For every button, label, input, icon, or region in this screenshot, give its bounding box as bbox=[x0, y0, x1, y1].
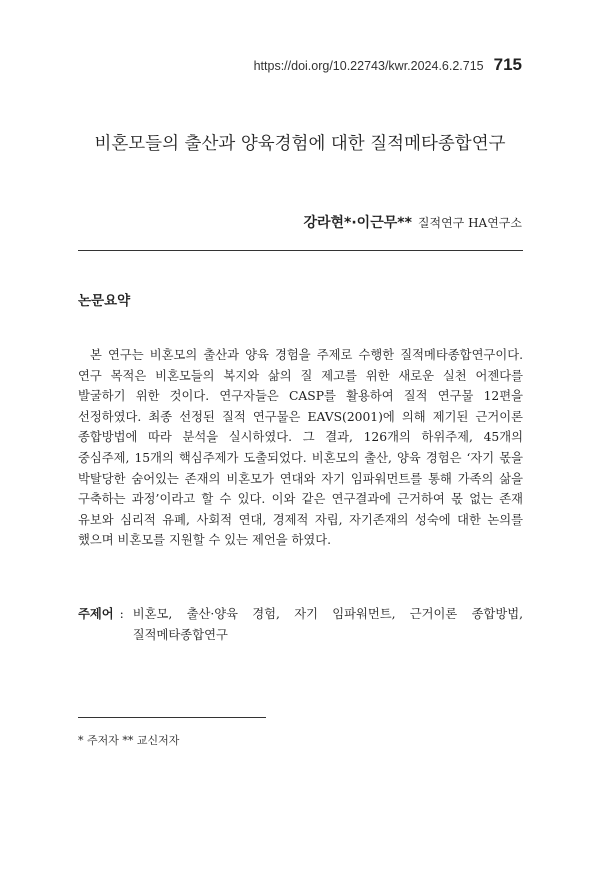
keywords-colon: : bbox=[119, 607, 124, 621]
abstract-body: 본 연구는 비혼모의 출산과 양육 경험을 주제로 수행한 질적메타종합연구이다. 연구 목적은 비혼모들의 복지와 삶의 질 제고를 위한 새로운 실천 어젠다를 발굴하기 위한 것이다. 연구자들은 CASP를 활용하여 질적 연구물 12편을 선정하였다. 최종 선정된 질적 연구물은 EAVS(2001)에 의해 제기된 근거이론 종합방법에 따라 분석을 실시하였다. 그 결과, 126개의 하위주제, 45개의 중심주제, 15개의 핵심주제가 도출되었다. 비혼모의 출산, 양육 경험은 ‘자기 몫을 박탈당한 숨어있는 존재의 비혼모가 연대와 자기 임파워먼트를 통해 가족의 삶을 구축하는 과정’이라고 할 수 있다. 이와 같은 연구결과에 근거하여 몫 없는 존재 유보와 심리적 유폐, 사회적 연대, 경제적 자립, 자기존재의 성숙에 대한 논의를 했으며 비혼모를 지원할 수 있는 제언을 하였다. bbox=[78, 348, 523, 548]
doi-link[interactable]: https://doi.org/10.22743/kwr.2024.6.2.715 bbox=[253, 59, 484, 73]
footnote-divider bbox=[78, 717, 266, 718]
keywords-text: 비혼모, 출산·양육 경험, 자기 임파워먼트, 근거이론 종합방법, 질적메타종합연구 bbox=[132, 607, 523, 642]
keywords-block bbox=[78, 604, 523, 645]
author-line bbox=[303, 212, 522, 232]
page-number: 715 bbox=[493, 55, 522, 74]
author-affiliation: 질적연구 HA연구소 bbox=[417, 216, 522, 230]
title-divider bbox=[78, 250, 523, 251]
keywords-label: 주제어 bbox=[78, 607, 114, 621]
author-footnote: * 주저자 ** 교신저자 bbox=[78, 734, 180, 747]
author-names: 강라현*·이근무** bbox=[303, 215, 412, 231]
running-header bbox=[254, 55, 522, 75]
paper-title: 비혼모들의 출산과 양육경험에 대한 질적메타종합연구 bbox=[94, 134, 506, 154]
abstract-heading: 논문요약 bbox=[78, 293, 131, 309]
